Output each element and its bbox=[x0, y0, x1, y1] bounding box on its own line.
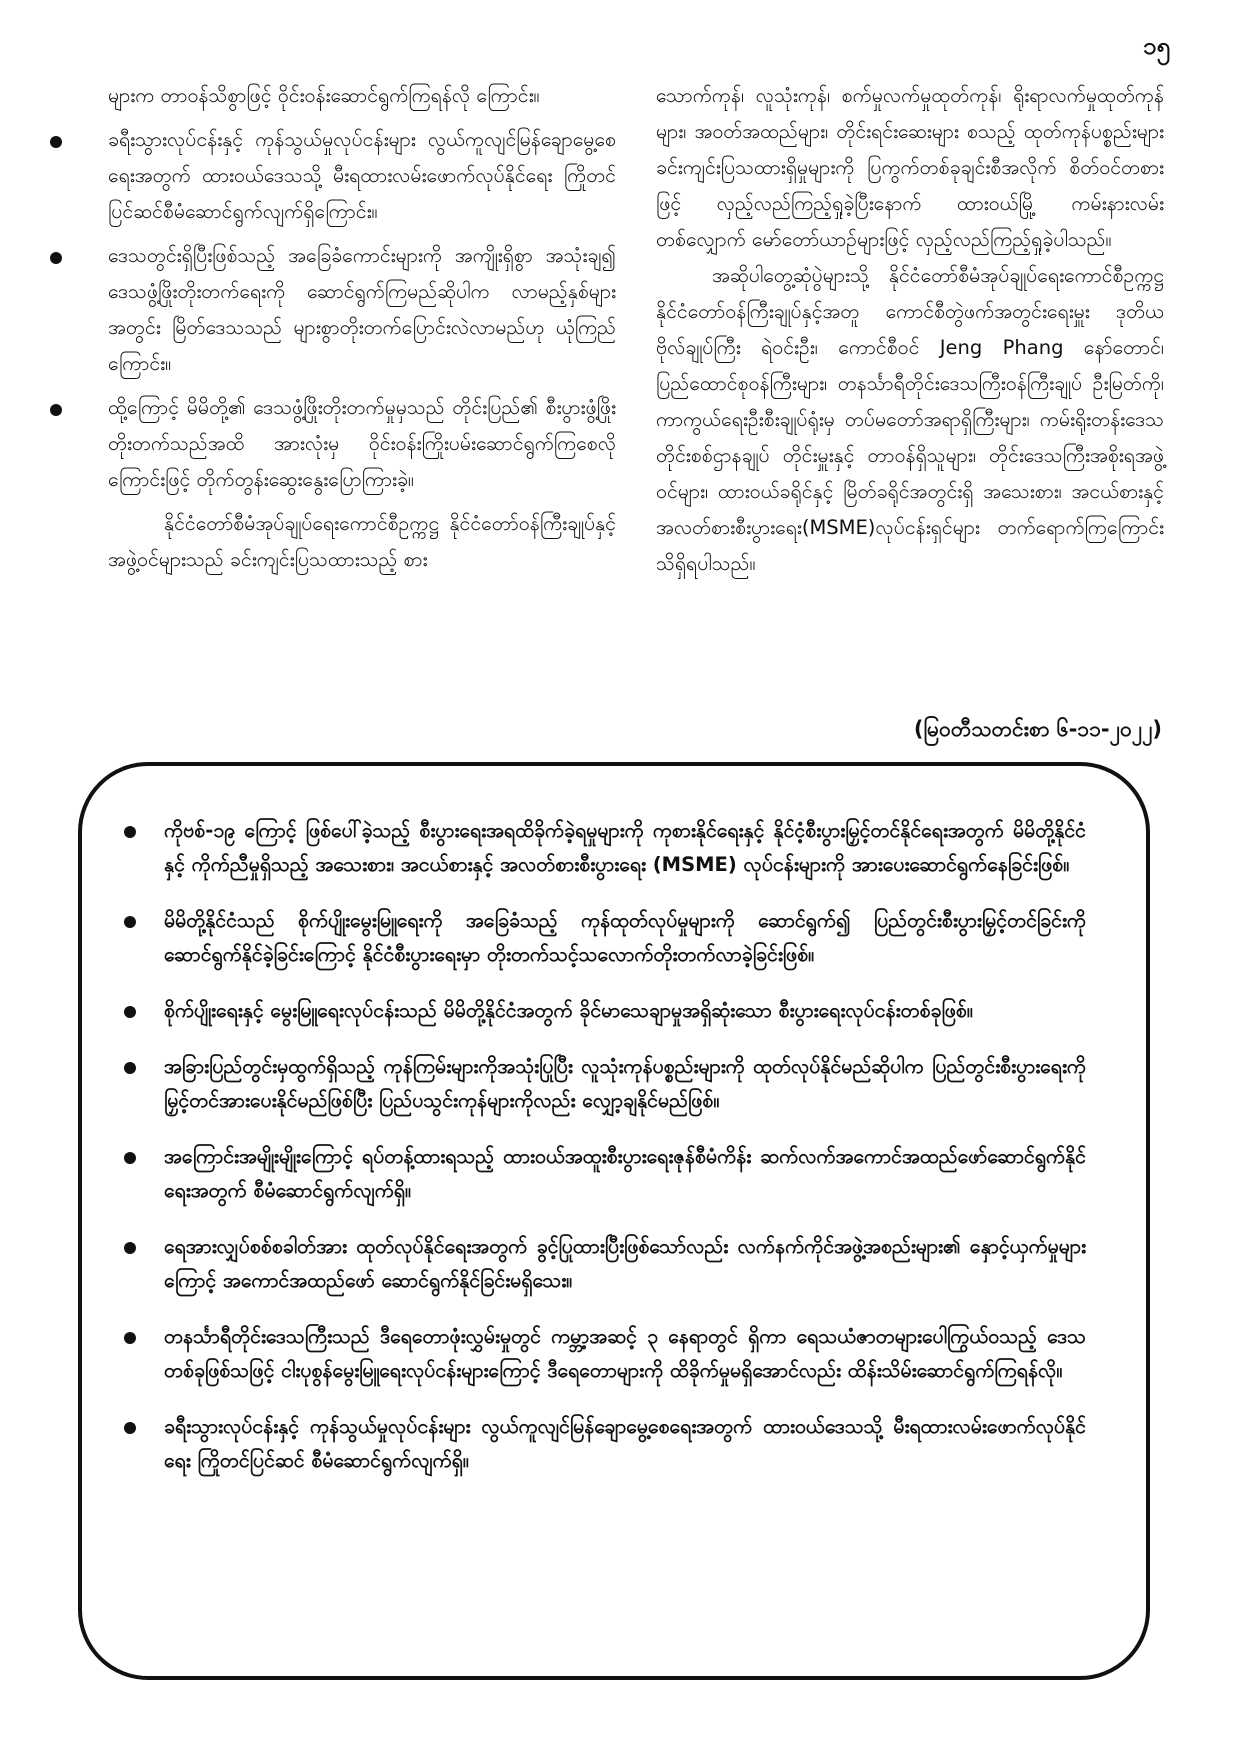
bullet-dot-icon bbox=[124, 826, 136, 838]
bullet-dot-icon bbox=[124, 1152, 136, 1164]
list-item: ကိုဗစ်-၁၉ ကြောင့် ဖြစ်ပေါ်ခဲ့သည့် စီးပွားရေးအရထိခိုက်ခဲ့ရမှုများကို ကုစားနိုင်ရေးနှင့် နိုင်ငံ့စီးပွားမြှင့်တင်နိုင်ရေးအတွက် မိမိတို့နိုင်ငံနှင့် ကိုက်ညီမှုရှိသည့် အသေးစား၊ အငယ်စားနှင့် အလတ်စားစီးပွားရေး (MSME) လုပ်ငန်းများကို အားပေးဆောင်ရွက်နေခြင်းဖြစ်။ bbox=[164, 814, 1086, 882]
bullet-dot-icon bbox=[50, 252, 62, 264]
list-item: စိုက်ပျိုးရေးနှင့် မွေးမြူရေးလုပ်ငန်းသည် မိမိတို့နိုင်ငံအတွက် ခိုင်မာသေချာမှုအရှိဆုံးသော စီးပွားရေးလုပ်ငန်းတစ်ခုဖြစ်။ bbox=[164, 994, 1086, 1028]
list-item: ခရီးသွားလုပ်ငန်းနှင့် ကုန်သွယ်မှုလုပ်ငန်းများ လွယ်ကူလျင်မြန်ချောမွေ့စေရေးအတွက် ထားဝယ်ဒေသသို့ မီးရထားလမ်းဖောက်လုပ်နိုင်ရေး ကြိုတင်ပြင်ဆင် စီမံဆောင်ရွက်လျက်ရှိ။ bbox=[164, 1410, 1086, 1478]
page-number: ၁၅ bbox=[1143, 32, 1170, 60]
left-continuation-text: များက တာဝန်သိစွာဖြင့် ဝိုင်းဝန်းဆောင်ရွက်ကြရန်လို ကြောင်း။ bbox=[108, 84, 540, 107]
bullet-dot-icon bbox=[124, 1006, 136, 1018]
list-item: ရေအားလျှပ်စစ်စခါတ်အား ထုတ်လုပ်နိုင်ရေးအတွက် ခွင့်ပြုထားပြီးဖြစ်သော်လည်း လက်နက်ကိုင်အဖွဲ့အစည်းများ၏ နှောင့်ယှက်မှုများကြောင့် အကောင်အထည်ဖော် ဆောင်ရွက်နိုင်ခြင်းမရှိသေး။ bbox=[164, 1230, 1086, 1298]
right-paragraph: အဆိုပါတွေ့ဆုံပွဲများသို့ နိုင်ငံတော်စီမံအုပ်ချုပ်ရေးကောင်စီဥက္ကဋ္ဌ နိုင်ငံတော်ဝန်ကြီးချုပ်နှင့်အတူ ကောင်စီတွဲဖက်အတွင်းရေးမှူး ဒုတိယဗိုလ်ချုပ်ကြီး ရဲဝင်းဦး၊ ကောင်စီဝင် Jeng Phang နော်တောင်၊ ပြည်ထောင်စုဝန်ကြီးများ၊ တနင်္သာရီတိုင်းဒေသကြီးဝန်ကြီးချုပ် ဦးမြတ်ကို၊ ကာကွယ်ရေးဦးစီးချုပ်ရုံးမှ တပ်မတော်အရာရှိကြီးများ၊ ကမ်းရိုးတန်းဒေသတိုင်းစစ်ဌာနချုပ် တိုင်းမှူးနှင့် တာဝန်ရှိသူများ၊ တိုင်းဒေသကြီးအစိုးရအဖွဲ့ဝင်များ၊ ထားဝယ်ခရိုင်နှင့် မြိတ်ခရိုင်အတွင်းရှိ အသေးစား၊ အငယ်စားနှင့် အလတ်စားစီးပွားရေး(MSME)လုပ်ငန်းရှင်များ တက်ရောက်ကြကြောင်း သိရှိရပါသည်။ bbox=[656, 264, 1164, 575]
bullet-dot-icon bbox=[50, 404, 62, 416]
bullet-dot-icon bbox=[124, 916, 136, 928]
list-item: အခြားပြည်တွင်းမှထွက်ရှိသည့် ကုန်ကြမ်းများကိုအသုံးပြုပြီး လူသုံးကုန်ပစ္စည်းများကို ထုတ်လုပ်နိုင်မည်ဆိုပါက ပြည်တွင်းစီးပွားရေးကို မြှင့်တင်အားပေးနိုင်မည်ဖြစ်ပြီး ပြည်ပသွင်းကုန်များကိုလည်း လျှော့ချနိုင်မည်ဖြစ်။ bbox=[164, 1050, 1086, 1118]
list-item: မိမိတို့နိုင်ငံသည် စိုက်ပျိုးမွေးမြူရေးကို အခြေခံသည့် ကုန်ထုတ်လုပ်မှုများကို ဆောင်ရွက်၍ ပြည်တွင်းစီးပွားမြှင့်တင်ခြင်းကို ဆောင်ရွက်နိုင်ခဲ့ခြင်းကြောင့် နိုင်ငံစီးပွားရေးမှာ တိုးတက်သင့်သလောက်တိုးတက်လာခဲ့ခြင်းဖြစ်။ bbox=[164, 904, 1086, 972]
list-item: တနင်္သာရီတိုင်းဒေသကြီးသည် ဒီရေတောဖုံးလွှမ်းမှုတွင် ကမ္ဘာ့အဆင့် ၃ နေရာတွင် ရှိကာ ရေသယံဇာတများပေါကြွယ်ဝသည့် ဒေသတစ်ခုဖြစ်သဖြင့် ငါးပုစွန်မွေးမြူရေးလုပ်ငန်းများကြောင့် ဒီရေတောများကို ထိခိုက်မှုမရှိအောင်လည်း ထိန်းသိမ်းဆောင်ရွက်ကြရန်လို။ bbox=[164, 1320, 1086, 1388]
left-bullet-list bbox=[108, 122, 616, 498]
article-columns bbox=[108, 78, 1166, 738]
bullet-dot-icon bbox=[124, 1422, 136, 1434]
right-continuation-text: သောက်ကုန်၊ လူသုံးကုန်၊ စက်မှုလက်မှုထုတ်ကုန်၊ ရိုးရာလက်မှုထုတ်ကုန်များ၊ အဝတ်အထည်များ၊ တိုင်းရင်းဆေးများ စသည့် ထုတ်ကုန်ပစ္စည်းများ ခင်းကျင်းပြသထားရှိမှုများကို ပြကွက်တစ်ခုချင်းစီအလိုက် စိတ်ဝင်တစားဖြင့် လှည့်လည်ကြည့်ရှုခဲ့ပြီးနောက် ထားဝယ်မြို့ ကမ်းနားလမ်းတစ်လျှောက် မော်တော်ယာဉ်များဖြင့် လှည့်လည်ကြည့်ရှုခဲ့ပါသည်။ bbox=[656, 84, 1164, 251]
summary-box bbox=[78, 762, 1150, 1680]
list-item: ထို့ကြောင့် မိမိတို့၏ ဒေသဖွံ့ဖြိုးတိုးတက်မှုမှသည် တိုင်းပြည်၏ စီးပွားဖွံ့ဖြိုးတိုးတက်သည်အထိ အားလုံးမှ ဝိုင်းဝန်းကြိုးပမ်းဆောင်ရွက်ကြစေလိုကြောင်းဖြင့် တိုက်တွန်းဆွေးနွေးပြောကြားခဲ့။ bbox=[108, 390, 616, 498]
summary-bullet-list bbox=[82, 766, 1146, 1478]
list-item: ဒေသတွင်းရှိပြီးဖြစ်သည့် အခြေခံကောင်းများကို အကျိုးရှိစွာ အသုံးချ၍ ဒေသဖွံ့ဖြိုးတိုးတက်ရေးကို ဆောင်ရွက်ကြမည်ဆိုပါက လာမည့်နှစ်များအတွင်း မြိတ်ဒေသသည် များစွာတိုးတက်ပြောင်းလဲလာမည်ဟု ယုံကြည်ကြောင်း။ bbox=[108, 238, 616, 382]
bullet-dot-icon bbox=[124, 1242, 136, 1254]
right-column bbox=[656, 78, 1164, 582]
bullet-dot-icon bbox=[124, 1062, 136, 1074]
list-item: အကြောင်းအမျိုးမျိုးကြောင့် ရပ်တန့်ထားရသည့် ထားဝယ်အထူးစီးပွားရေးဇုန်စီမံကိန်း ဆက်လက်အကောင်အထည်ဖော်ဆောင်ရွက်နိုင်ရေးအတွက် စီမံဆောင်ရွက်လျက်ရှိ။ bbox=[164, 1140, 1086, 1208]
bullet-dot-icon bbox=[50, 136, 62, 148]
bullet-dot-icon bbox=[124, 1332, 136, 1344]
left-paragraph: နိုင်ငံတော်စီမံအုပ်ချုပ်ရေးကောင်စီဥက္ကဋ္ဌ နိုင်ငံတော်ဝန်ကြီးချုပ်နှင့်အဖွဲ့ဝင်များသည် ခင်းကျင်းပြသထားသည့် စား bbox=[108, 512, 616, 571]
source-citation: (မြဝတီသတင်းစာ ၆-၁၁-၂၀၂၂) bbox=[913, 717, 1162, 741]
list-item: ခရီးသွားလုပ်ငန်းနှင့် ကုန်သွယ်မှုလုပ်ငန်းများ လွယ်ကူလျင်မြန်ချောမွေ့စေရေးအတွက် ထားဝယ်ဒေသသို့ မီးရထားလမ်းဖောက်လုပ်နိုင်ရေး ကြိုတင်ပြင်ဆင်စီမံဆောင်ရွက်လျက်ရှိကြောင်း။ bbox=[108, 122, 616, 230]
left-column bbox=[108, 78, 616, 578]
